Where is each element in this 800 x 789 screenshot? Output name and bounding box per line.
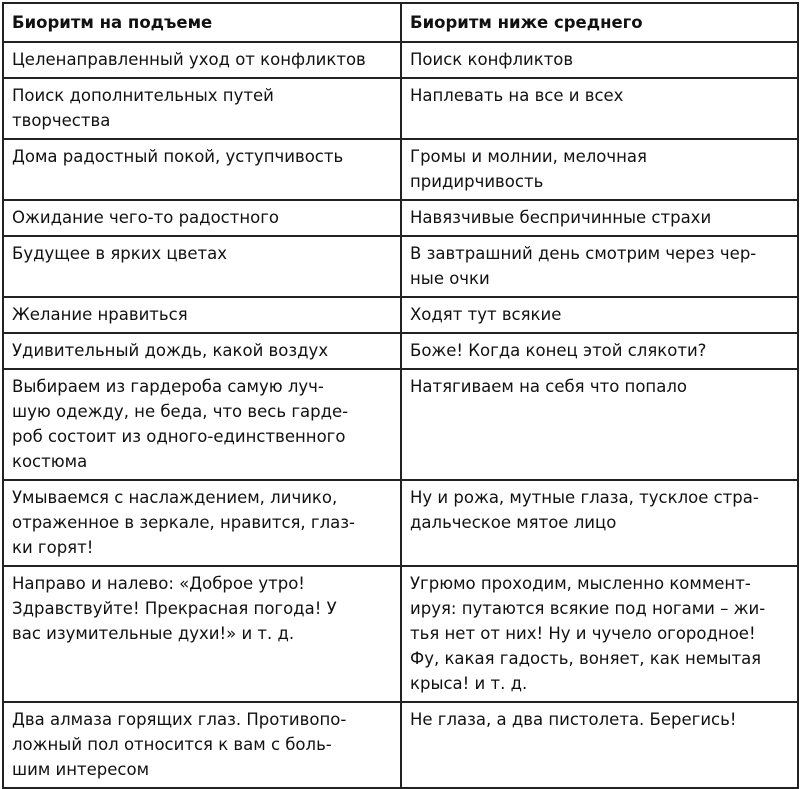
cell-text-line: шим интересом [12,760,150,779]
cell-text-line: Будущее в ярких цветах [12,244,228,263]
cell-text-line: Умываемся с наслаждением, личико, [12,488,338,507]
cell-biorhythm-down [401,139,798,200]
cell-biorhythm-up [3,42,401,78]
cell-text-line: ложный пол относится к вам с боль- [12,735,332,754]
cell-text-line: дальческое мятое лицо [410,513,617,532]
table-row [3,78,798,139]
cell-text-line: Не глаза, а два пистолета. Берегись! [410,710,737,729]
cell-biorhythm-down [401,42,798,78]
cell-text-line: вас изумительные духи!» и т. д. [12,624,295,643]
cell-biorhythm-up [3,200,401,236]
cell-text-line: Фу, какая гадость, воняет, как немытая [410,649,762,668]
table-row [3,42,798,78]
cell-biorhythm-down [401,702,798,788]
cell-text-line: творчества [12,111,111,130]
cell-text-line: Дома радостный покой, уступчивость [12,147,344,166]
cell-text-line: ируя: путаются всякие под ногами – жи- [410,599,766,618]
cell-biorhythm-up [3,139,401,200]
table-row [3,333,798,369]
cell-biorhythm-up [3,369,401,480]
cell-text-line: Удивительный дождь, какой воздух [12,341,329,360]
table-body [3,42,798,788]
cell-text-line: тья нет от них! Ну и чучело огородное! [410,624,756,643]
cell-biorhythm-down [401,333,798,369]
cell-text-line: Направо и налево: «Доброе утро! [12,574,305,593]
cell-text-line: крыса! и т. д. [410,674,528,693]
header-biorhythm-up: Биоритм на подъеме [3,3,401,42]
cell-biorhythm-up [3,333,401,369]
cell-biorhythm-up [3,480,401,566]
cell-biorhythm-down [401,297,798,333]
cell-biorhythm-down [401,369,798,480]
cell-text-line: ки горят! [12,538,94,557]
cell-text-line: Здравствуйте! Прекрасная погода! У [12,599,337,618]
cell-text-line: Навязчивые беспричинные страхи [410,208,712,227]
table-row [3,297,798,333]
cell-text-line: Натягиваем на себя что попало [410,377,687,396]
cell-text-line: костюма [12,452,88,471]
header-biorhythm-down: Биоритм ниже среднего [401,3,798,42]
cell-text-line: ные очки [410,269,490,288]
cell-text-line: Желание нравиться [12,305,188,324]
cell-biorhythm-up [3,566,401,702]
cell-biorhythm-down [401,566,798,702]
biorhythm-comparison-table [2,2,799,789]
cell-text-line: придирчивость [410,172,544,191]
cell-biorhythm-down [401,200,798,236]
cell-biorhythm-down [401,480,798,566]
cell-text-line: Наплевать на все и всех [410,86,624,105]
cell-text-line: роб состоит из одного-единственного [12,427,346,446]
cell-text-line: шую одежду, не беда, что весь гарде- [12,402,349,421]
cell-text-line: Ну и рожа, мутные глаза, тусклое стра- [410,488,759,507]
cell-text-line: отраженное в зеркале, нравится, глаз- [12,513,355,532]
cell-text-line: Поиск дополнительных путей [12,86,274,105]
cell-text-line: В завтрашний день смотрим через чер- [410,244,757,263]
table-row [3,139,798,200]
cell-biorhythm-down [401,236,798,297]
cell-text-line: Ожидание чего-то радостного [12,208,279,227]
cell-text-line: Ходят тут всякие [410,305,562,324]
table-row [3,200,798,236]
cell-text-line: Два алмаза горящих глаз. Противопо- [12,710,347,729]
table-row [3,702,798,788]
cell-text-line: Выбираем из гардероба самую луч- [12,377,324,396]
cell-biorhythm-up [3,297,401,333]
table-header-row [3,3,798,42]
cell-biorhythm-up [3,236,401,297]
table-row [3,369,798,480]
biorhythm-table-container [2,2,797,789]
table-row [3,480,798,566]
cell-biorhythm-down [401,78,798,139]
cell-text-line: Целенаправленный уход от конфликтов [12,50,366,69]
cell-text-line: Громы и молнии, мелочная [410,147,647,166]
cell-text-line: Боже! Когда конец этой слякоти? [410,341,707,360]
cell-biorhythm-up [3,78,401,139]
table-row [3,236,798,297]
table-row [3,566,798,702]
cell-biorhythm-up [3,702,401,788]
cell-text-line: Поиск конфликтов [410,50,574,69]
cell-text-line: Угрюмо проходим, мысленно коммент- [410,574,751,593]
